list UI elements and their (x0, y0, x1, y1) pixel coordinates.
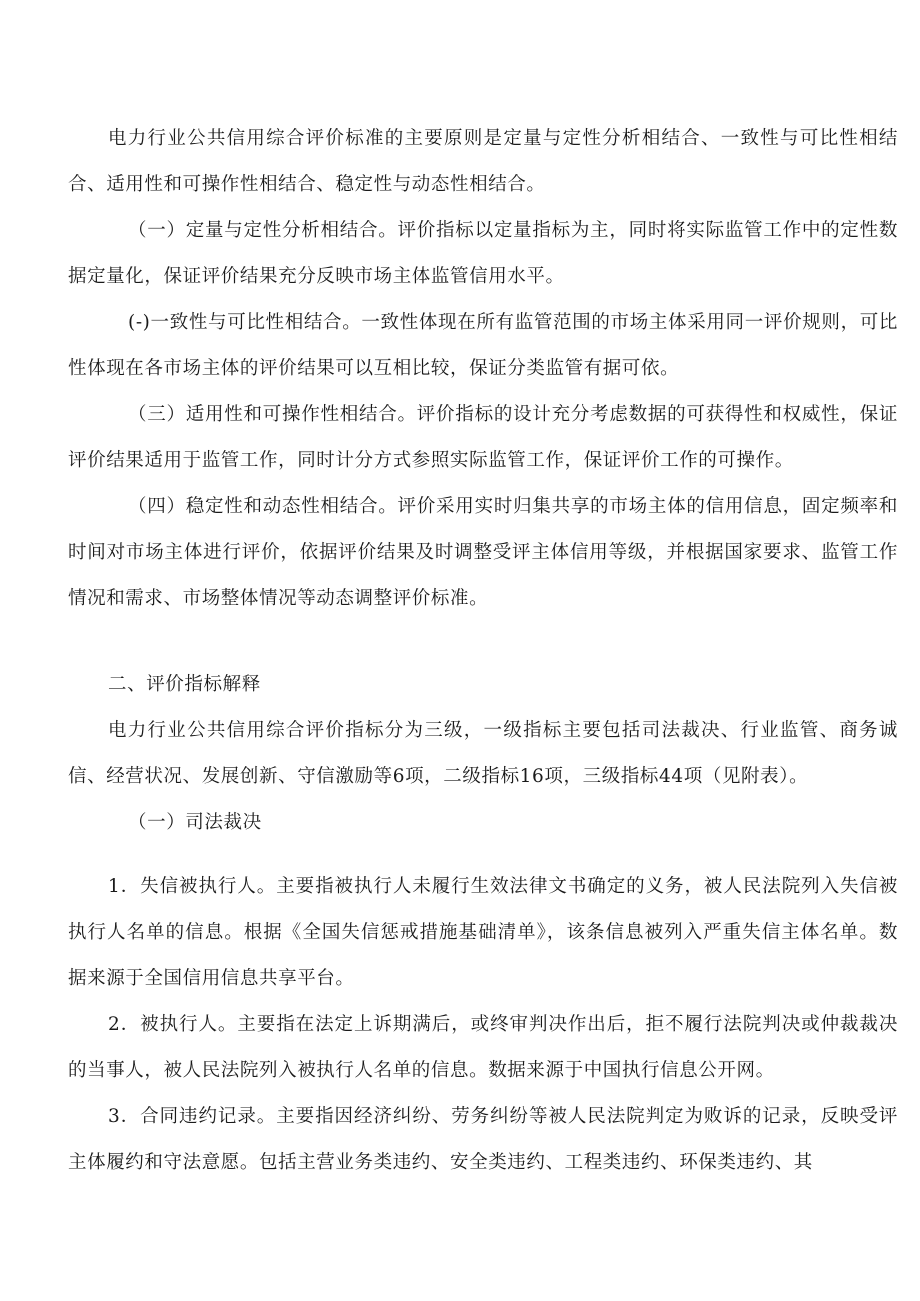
principle-2-paragraph: (-)一致性与可比性相结合。一致性体现在所有监管范围的市场主体采用同一评价规则，可比性体现在各市场主体的评价结果可以互相比较，保证分类监管有据可依。 (68, 312, 898, 379)
principle-3-paragraph: （三）适用性和可操作性相结合。评价指标的设计充分考虑数据的可获得性和权威性，保证评价结果适用于监管工作，同时计分方式参照实际监管工作，保证评价工作的可操作。 (68, 404, 898, 471)
principles-intro-paragraph: 电力行业公共信用综合评价标准的主要原则是定量与定性分析相结合、一致性与可比性相结合、适用性和可操作性相结合、稳定性与动态性相结合。 (68, 128, 898, 195)
section-2-heading: 二、评价指标解释 (108, 674, 261, 695)
section-2-intro-paragraph: 电力行业公共信用综合评价指标分为三级，一级指标主要包括司法裁决、行业监管、商务诚信、经营状况、发展创新、守信激励等6项，二级指标16项，三级指标44项（见附表）。 (68, 720, 898, 787)
subsection-1-heading: （一）司法裁决 (128, 812, 262, 833)
item-3-paragraph: 3．合同违约记录。主要指因经济纠纷、劳务纠纷等被人民法院判定为败诉的记录，反映受评主体履约和守法意愿。包括主营业务类违约、安全类违约、工程类违约、环保类违约、其 (68, 1106, 898, 1173)
item-1-paragraph: 1．失信被执行人。主要指被执行人未履行生效法律文书确定的义务，被人民法院列入失信被执行人名单的信息。根据《全国失信惩戒措施基础清单》，该条信息被列入严重失信主体名单。数据来源于全国信用信息共享平台。 (68, 876, 898, 989)
item-2-paragraph: 2．被执行人。主要指在法定上诉期满后，或终审判决作出后，拒不履行法院判决或仲裁裁决的当事人，被人民法院列入被执行人名单的信息。数据来源于中国执行信息公开网。 (68, 1014, 898, 1081)
principle-4-paragraph: （四）稳定性和动态性相结合。评价采用实时归集共享的市场主体的信用信息，固定频率和时间对市场主体进行评价，依据评价结果及时调整受评主体信用等级，并根据国家要求、监管工作情况和需求、市场整体情况等动态调整评价标准。 (68, 496, 898, 609)
principle-1-paragraph: （一）定量与定性分析相结合。评价指标以定量指标为主，同时将实际监管工作中的定性数据定量化，保证评价结果充分反映市场主体监管信用水平。 (68, 220, 898, 287)
